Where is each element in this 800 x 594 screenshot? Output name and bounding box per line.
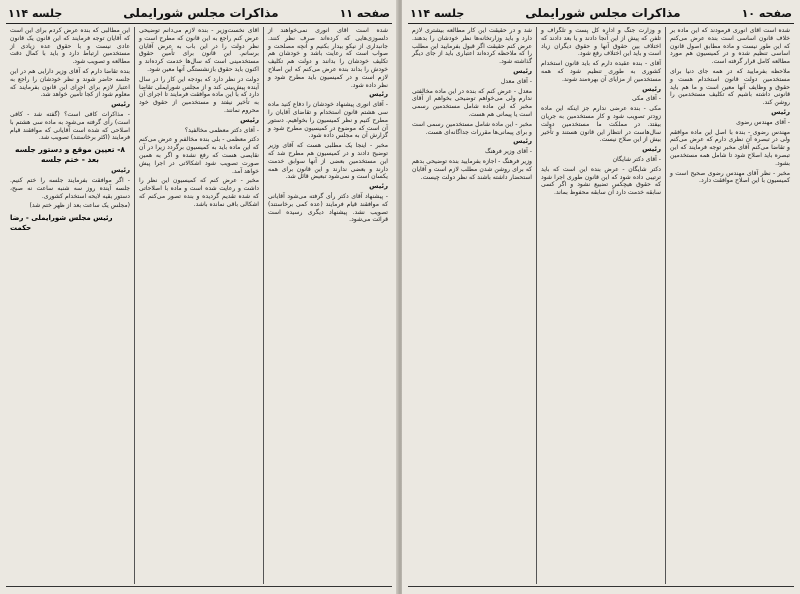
body-paragraph: - پیشنهاد آقای دکتر رأی گرفته می‌شود آقایانی که موافقند قیام فرمایند (عده کمی برخاستند) تصویب نشد. پیشنهاد دیگری رسیده است قرائت می‌شود. <box>268 192 388 224</box>
body-paragraph: دکتر شایگان - عرض بنده این است که باید ترتیبی داده شود که این قانون طوری اجرا شود که حقوق هیچکس تضییع نشود و اگر کسی سابقه خدمت دارد آن سابقه محفوظ بماند. <box>541 165 661 197</box>
body-paragraph: مخبر - عرض کنم که کمیسیون این نظر را داشت و رعایت شده است و ماده با اصلاحاتی که شده تقدیم گردیده و بنده تصور می‌کنم که اشکالی باقی نمانده باشد. <box>139 177 259 208</box>
right-page <box>402 0 800 594</box>
body-paragraph: شد و در حقیقت این کار مطالعه بیشتری لازم دارد و باید وزارتخانه‌ها نظر خودشان را بدهند. عرض کنم حقیقت اگر قبول بفرمایید این مطلب را که ملاحظه کرده‌اند اعتباری باید از جای دیگر گذاشته شود. <box>412 27 532 66</box>
speaker-label: رئیس <box>771 107 790 116</box>
body-paragraph: - اگر موافقت بفرمایند جلسه را ختم کنیم. جلسه آینده روز سه شنبه ساعت نه صبح، دستور بقیه لایحه استخدام کشوری. <box>10 176 130 200</box>
body-paragraph: ملاحظه بفرمایید که در همه جای دنیا برای مستخدمین دولت قانون استخدام هست و حقوق و وظایف آنها معین است و ما هم باید قانونی داشته باشیم که تکلیف مستخدمین را روشن کند. <box>670 67 790 107</box>
body-paragraph: - آقای انوری پیشنهاد خودشان را دفاع کنید ماده سی هشتم قانون استخدام و تقاضای آقایان را مطرح کنیم و نظر کمیسیون را بخواهیم. دستور آن است که موضوع در کمیسیون مطرح شود و گزارش آن به مجلس داده شود. <box>268 101 388 140</box>
left-header-rule <box>6 23 392 24</box>
signature-line: رئیس مجلس شورایملی - رضا حکمت <box>10 214 113 233</box>
body-paragraph: آقای نخست‌وزیر - بنده لازم می‌دانم توضیحی عرض کنم راجع به این قانون که مطرح است و نظر دولت را در این باب به عرض آقایان برسانم. این قانون برای تأمین حقوق مستخدمینی است که سال‌ها خدمت کرده‌اند و اکنون باید حقوق بازنشستگی آنها معین شود. <box>139 27 259 73</box>
right-page-number: صفحه ۱۰ <box>741 6 792 20</box>
body-paragraph: - آقای معدل <box>500 77 532 85</box>
right-columns <box>408 27 794 584</box>
left-page-header <box>8 4 390 22</box>
left-footer-rule <box>6 586 392 587</box>
speaker-label: رئیس <box>369 182 388 191</box>
right-column-1 <box>666 27 794 584</box>
body-paragraph: مخبر - اینجا یک مطلبی هست که آقای وزیر توضیح دادند و در کمیسیون هم مطرح شد که این مستخدمین بعضی از آنها سوابق خدمت دارند و بعضی ندارند و این قانون برای همه یکسان است و نمی‌شود تبعیض قائل شد. <box>268 142 388 181</box>
left-column-3 <box>6 27 135 584</box>
section-heading: ۸- تعیین موقع و دستور جلسه بعد - ختم جلسه <box>14 145 126 165</box>
right-page-header <box>410 4 792 22</box>
left-column-1 <box>264 27 392 584</box>
speaker-label: رئیس <box>513 66 532 75</box>
column-fade <box>537 574 665 584</box>
body-paragraph: - آقای دکتر معظمی مخالفید؟ <box>184 126 259 134</box>
body-paragraph: - آقای وزیر فرهنگ <box>485 148 532 156</box>
speaker-label: رئیس <box>513 137 532 146</box>
right-session-label: جلسه ۱۱۴ <box>410 6 465 20</box>
left-session-label: جلسه ۱۱۴ <box>8 6 63 20</box>
body-paragraph: دولت در نظر دارد که بودجه این کار را در سال آینده پیش‌بینی کند و از مجلس شورایملی تقاضا دارد که با این ماده موافقت فرمایند تا اجرای آن به تأخیر نیفتد و مستخدمین از حقوق خود محروم نمانند. <box>139 75 259 114</box>
body-paragraph: این مطالبی که بنده عرض کردم برای این است که آقایان توجه فرمایند که این قانون یک قانون عادی نیست و با حقوق عده زیادی از مستخدمین ارتباط دارد و باید با کمال دقت مطالعه و تصویب شود. <box>10 27 130 66</box>
right-header-rule <box>408 23 794 24</box>
body-paragraph: مخبر - نظر آقای مهندس رضوی صحیح است و کمیسیون با این اصلاح موافقت دارد. <box>670 169 790 185</box>
body-paragraph: - آقای مکی <box>631 95 661 103</box>
speaker-label: رئیس <box>369 90 388 99</box>
column-fade <box>6 574 134 584</box>
body-paragraph: مهندس رضوی - بنده با اصل این ماده موافقم ولی در تبصره آن نظری دارم که عرض می‌کنم و تقاضا می‌کنم آقای مخبر توجه فرمایند که این تبصره باید اصلاح شود تا شامل همه مستخدمین بشود. <box>670 128 790 167</box>
speaker-label: رئیس <box>111 166 130 175</box>
column-fade <box>135 574 263 584</box>
column-fade <box>264 574 392 584</box>
column-fade <box>666 574 794 584</box>
body-paragraph: آقای - بنده عقیده دارم که باید قانون استخدام کشوری به طوری تنظیم شود که همه مستخدمین از مزایای آن بهره‌مند شوند. <box>541 60 661 83</box>
left-page-number: صفحه ۱۱ <box>339 6 390 20</box>
body-paragraph: بنده تقاضا دارم که آقای وزیر دارایی هم در این جلسه حاضر شوند و نظر خودشان را راجع به اعتبار لازم برای اجرای این قانون بفرمایند که معلوم شود از کجا تأمین خواهد شد. <box>10 67 130 99</box>
right-column-3 <box>408 27 537 584</box>
body-paragraph: مخبر - این ماده شامل مستخدمین رسمی است و برای پیمانی‌ها مقررات جداگانه‌ای هست. <box>412 120 532 136</box>
right-footer-rule <box>408 586 794 587</box>
body-paragraph: - آقای دکتر شایگان <box>612 155 661 163</box>
body-paragraph: دکتر معظمی - بلی بنده مخالفم و عرض می‌کنم که این ماده باید به کمیسیون برگردد زیرا در آن نقایصی هست که رفع نشده و اگر به همین صورت تصویب شود اشکالاتی در اجرا پیش خواهد آمد. <box>139 136 259 175</box>
body-paragraph: معدل - عرض کنم که بنده در این ماده مخالفتی ندارم ولی می‌خواهم توضیحی بخواهم از آقای مخبر که این ماده شامل مستخدمین رسمی است یا پیمانی هم هست. <box>412 87 532 118</box>
speaker-label: رئیس <box>642 84 661 93</box>
left-column-2 <box>135 27 264 584</box>
body-paragraph: - آقای مهندس رضوی <box>736 118 790 126</box>
body-paragraph: و وزارت جنگ و اداره کل پست و تلگراف و تلفن که پیش از این آنجا دادند و یا بعد دادند که اختلاف بین حقوق آنها و حقوق دیگران زیاد است و باید این اختلاف رفع شود. <box>541 27 661 58</box>
body-paragraph: شده است آقای انوری فرمودند که این ماده بر خلاف قانون اساسی است بنده عرض می‌کنم که این طور نیست و ماده مطابق اصول قانون اساسی تنظیم شده و در کمیسیون هم مورد مطالعه کامل قرار گرفته است. <box>670 27 790 66</box>
speaker-label: رئیس <box>111 100 130 109</box>
body-paragraph: مکی - بنده عرضی ندارم جز اینکه این ماده زودتر تصویب شود و کار مستخدمین به جریان بیفتد. در مملکت ما مستخدمین دولت سال‌هاست در انتظار این قانون هستند و تأخیر بیش از این صلاح نیست. <box>541 105 661 144</box>
right-page-title: مذاکرات مجلس شورایملی <box>525 6 681 20</box>
right-column-2 <box>537 27 666 584</box>
column-fade <box>408 574 536 584</box>
speaker-label: رئیس <box>642 145 661 154</box>
body-paragraph: - مذاکرات کافی است؟ (گفته شد - کافی است) رأی گرفته می‌شود به ماده سی هشتم با اصلاحی که شده است آقایانی که موافقند قیام فرمایند (اکثر برخاستند) تصویب شد. <box>10 110 130 142</box>
speaker-label: رئیس <box>240 115 259 124</box>
left-page-title: مذاکرات مجلس شورایملی <box>123 6 279 20</box>
body-paragraph: شده است آقای انوری نمی‌خواهند از دلسوزی‌هایی که کرده‌اند صرف نظر کنند. جانبداری از نیکو بیدار بکنیم و آنچه مصلحت و صواب است که رعایت باشد و خودشان هم تکلیف خودشان را بدانند و دولت هم تکلیف خودش را بداند بنده عرض می‌کنم که این اصلاح لازم است و در کمیسیون باید مطرح شود و نظر داده شود. <box>268 27 388 89</box>
left-page <box>0 0 398 594</box>
body-paragraph: وزیر فرهنگ - اجازه بفرمایید بنده توضیحی بدهم که برای روشن شدن مطلب لازم است و آقایان استحضار داشته باشند که نظر دولت چیست. <box>412 157 532 181</box>
left-columns <box>6 27 392 584</box>
body-paragraph: (مجلس یک ساعت بعد از ظهر ختم شد) <box>29 202 130 210</box>
